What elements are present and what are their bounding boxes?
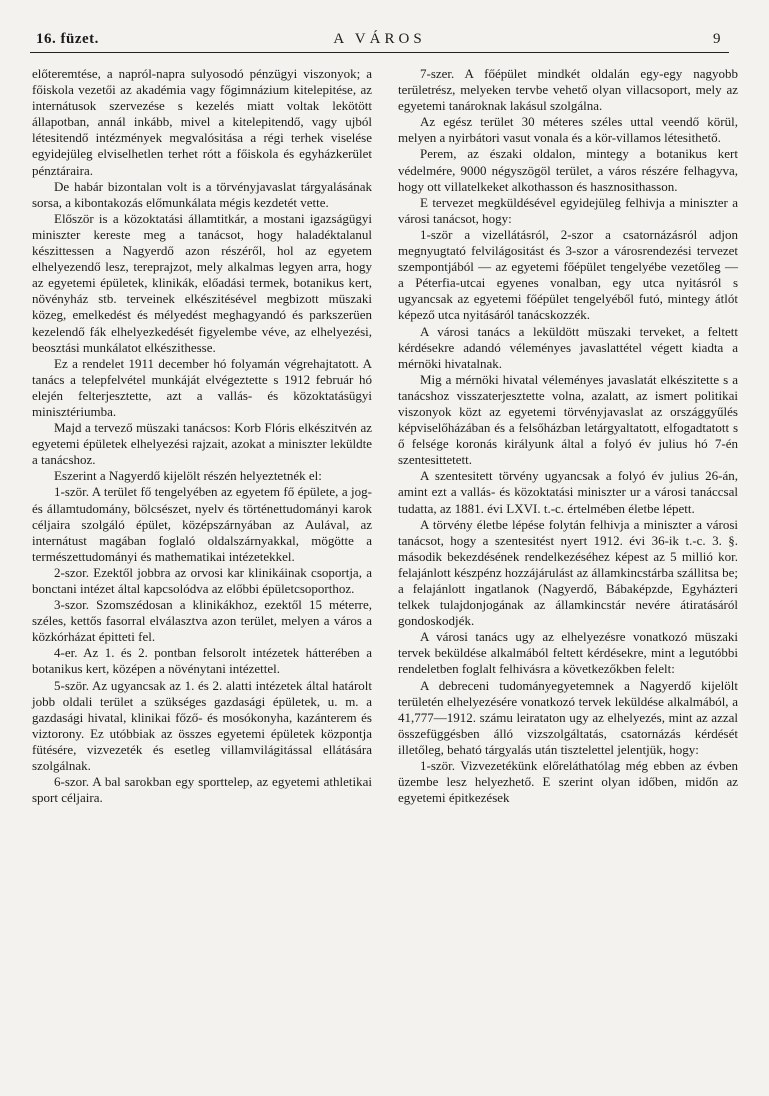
paragraph: Mig a mérnöki hivatal véleményes javaslatát elkészitette s a tanácshoz visszaterjesztette volna, azalatt, az ismert politikai viszonyok közt az egyetemi törvényjavaslat az országgyűlés képviselőházában és a felsőházban letárgyaltatott, elfogadtatott s ő felsége koronás királyunk által a folyó év julius hó 7-én szentesittetett.: [398, 371, 738, 468]
left-column: [32, 66, 372, 806]
right-column: [398, 66, 738, 806]
paragraph: A városi tanács a leküldött müszaki terveket, a feltett kérdésekre adandó véleményes javaslattétel végett kiadta a mérnöki hivatalnak.: [398, 323, 738, 371]
paragraph: Ez a rendelet 1911 december hó folyamán végrehajtatott. A tanács a telepfelvétel munkáját elvégeztette s 1912 február hó elején felterjesztette, azt a vallás- és közoktatásügyi minisztériumba.: [32, 355, 372, 419]
paragraph: 2-szor. Ezektől jobbra az orvosi kar klinikáinak csoportja, a bonctani intézet által kapcsolódva az előbbi épületcsoporthoz.: [32, 564, 372, 596]
paragraph: Majd a tervező müszaki tanácsos: Korb Flóris elkészitvén az egyetemi épületek elhelyezési rajzait, azokat a miniszter leküldte a tanácshoz.: [32, 420, 372, 468]
paragraph: E tervezet megküldésével egyidejüleg felhivja a miniszter a városi tanácsot, hogy:: [398, 194, 738, 226]
paragraph: 5-ször. Az ugyancsak az 1. és 2. alatti intézetek által határolt jobb oldali terület a szükséges gazdasági épületek, u. m. a gazdasági hivatal, klinikai főző- és mosókonyha, kazánterem és viztorony. Ez utóbbiak az összes egyetemi épületek központja fütésére, vizvezeték és esetleg villamvilágitással ellátására szolgálnak.: [32, 677, 372, 774]
paragraph: 1-ször. A terület fő tengelyében az egyetem fő épülete, a jog- és államtudomány, bölcsészet, nyelv és történettudományi karok céljaira szolgáló épület, középszárnyában az Aulával, az internátust magában foglaló oldalszárnyakkal, mögötte a természettudományi és mathematikai intézetekkel.: [32, 484, 372, 564]
paragraph: Perem, az északi oldalon, mintegy a botanikus kert védelmére, 9000 négyszögöl terület, a város részére felhagyva, hogy ott villatelkeket alkothasson és hasznosithasson.: [398, 146, 738, 194]
paragraph: Először is a közoktatási államtitkár, a mostani igazságügyi miniszter kereste meg a tanácsot, hogy haladéktalanul készittessen a Nagyerdő azon részéről, hol az egyetem elhelyezendő lesz, tereprajzot, mely alkalmas legyen arra, hogy az egyetemi épületek, klinikák, előadási termek, botanikus kert, növényház stb. terveinek elkészitésével megbizott müszaki közeg, emelkedést és mélyedést meghagyandó és parkszerüen kezelendő fák elhelyezkedését figyelembe véve, az elhelyezési, beosztási munkálatot elkészithesse.: [32, 210, 372, 355]
paragraph: 1-ször. Vizvezetékünk előreláthatólag még ebben az évben üzembe lesz helyezhető. E szerint olyan időben, midőn az egyetemi épitkezések: [398, 758, 738, 806]
paragraph: előteremtése, a napról-napra sulyosodó pénzügyi viszonyok; a főiskola vezetői az akadémia vagy főgimnázium kitelepitése, az internátusok szervezése s kezelés miatt voltak lekötött állapotban, annál inkább, mivel a kitelepitendő, vagy ujból létesitendő intézmények megvalósitása a régi terhek viselése egyidejüleg elviselhetlen terhet rótt a főiskola és egyházkerület pénztáraira.: [32, 66, 372, 178]
paragraph: A városi tanács ugy az elhelyezésre vonatkozó müszaki tervek beküldése alkalmából feltett kérdésekre, mint a legutóbbi rendeletben foglalt felhivásra a következőkben felelt:: [398, 629, 738, 677]
paragraph: A szentesitett törvény ugyancsak a folyó év julius 26-án, amint ezt a vallás- és közoktatási miniszter ur a városi tanáccsal tudatta, az 1881. évi LXVI. t.-c. értelmében életbe lépett.: [398, 468, 738, 516]
paragraph: 6-szor. A bal sarokban egy sporttelep, az egyetemi athletikai sport céljaira.: [32, 774, 372, 806]
issue-label: 16. füzet.: [36, 31, 99, 47]
paragraph: Eszerint a Nagyerdő kijelölt részén helyeztetnék el:: [54, 468, 322, 484]
paragraph: 1-ször a vizellátásról, 2-szor a csatornázásról adjon megnyugtató felvilágositást és 3-szor a városrendezési tervezet szempontjából — az egyetemi főépület tengelyébe vezetőleg — a Péterfia-utcai egyenes vonalban, egy utca nyitásról s ugyancsak az egyetemi főépület tengelyéből futó, mintegy átlót képező utca nyitásáról tanácskozzék.: [398, 226, 738, 323]
paragraph: Az egész terület 30 méteres széles uttal veendő körül, melyen a nyirbátori vasut vonala és a kör-villamos létesithető.: [398, 114, 738, 146]
paragraph: 4-er. Az 1. és 2. pontban felsorolt intézetek hátterében a botanikus kert, középen a növénytani intézettel.: [32, 645, 372, 677]
page-header: [30, 28, 729, 53]
paragraph: A debreceni tudományegyetemnek a Nagyerdő kijelölt területén elhelyezésére vonatkozó tervek leküldése alkalmából, a 41,777—1912. számu leirataton ugy az elhelyezés, mint az azzal összefüggésben álló vizszolgáltatás, csatornázás kérdését illetőleg, beható tárgyalás után tisztelettel jelentjük, hogy:: [398, 677, 738, 757]
journal-title: A VÁROS: [333, 31, 426, 47]
page-number: 9: [713, 31, 721, 47]
paragraph: De habár bizontalan volt is a törvényjavaslat tárgyalásának sorsa, a kibontakozás előmunkálata mégis kezdetét vette.: [32, 178, 372, 210]
paragraph: 3-szor. Szomszédosan a klinikákhoz, ezektől 15 méterre, széles, kettős fasorral elválasztva azon terület, melyen a város a közkórházat épitteti fel.: [32, 597, 372, 645]
paragraph: A törvény életbe lépése folytán felhivja a miniszter a városi tanácsot, hogy a szentesitést nyert 1912. évi 36-ik t.-c. 3. §. második bekezdésének rendelkezéséhez képest az 5 millió kor. felajánlott készpénz hozzájárulást az államkincstárba szállitsa be; a felajánlott ingatlanok (Nagyerdő, Bábaképzde, Egyházteri telkek tulajdonjogának az államkincstár nevére átiratásáról gondoskodjék.: [398, 516, 739, 629]
paragraph: 7-szer. A főépület mindkét oldalán egy-egy nagyobb területrész, melyeken tervbe vehető olyan villacsoport, mely az egyetemi tanároknak lakásul szolgálna.: [398, 66, 738, 114]
